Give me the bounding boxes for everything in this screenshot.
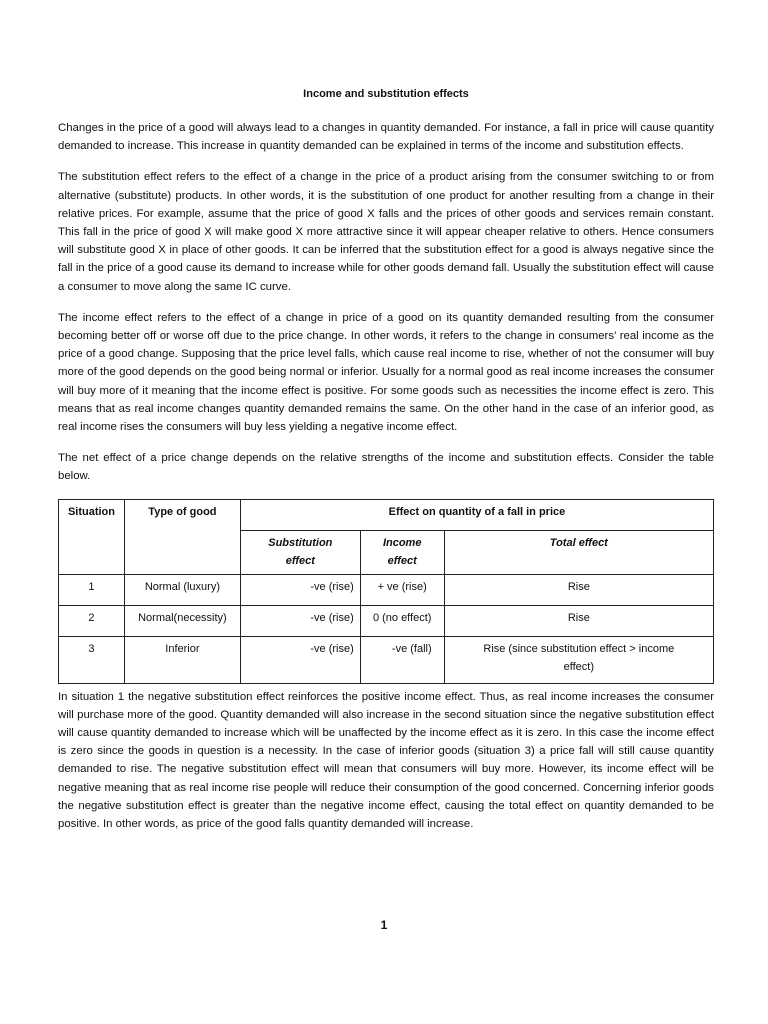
cell-substitution: -ve (rise) xyxy=(240,574,360,605)
cell-total: Rise xyxy=(444,574,713,605)
cell-situation: 3 xyxy=(59,636,125,683)
effects-table xyxy=(58,499,714,684)
cell-income: -ve (fall) xyxy=(360,636,444,683)
header-substitution-effect: Substitution effect xyxy=(240,530,360,574)
cell-total: Rise xyxy=(444,605,713,636)
table-row xyxy=(59,605,714,636)
cell-situation: 1 xyxy=(59,574,125,605)
header-income-effect: Income effect xyxy=(360,530,444,574)
paragraph-net-effect: The net effect of a price change depends on the relative strengths of the income and substitution effects. Consider the table below. xyxy=(58,452,714,483)
cell-substitution: -ve (rise) xyxy=(240,636,360,683)
cell-substitution: -ve (rise) xyxy=(240,605,360,636)
table-row xyxy=(59,574,714,605)
paragraph-income-effect: The income effect refers to the effect of a change in price of a good on its quantity demanded resulting from the consumer becoming better off or worse off due to the price change. In other words, it refers to the change in consumers’ real income as the price of a good change. Supposing that the price level falls, which cause real income to rise, whether of not the consumer will buy more of the good depends on the good being normal or inferior. Usually for a normal good as real income increases the consumer will buy more of it meaning that the income effect is positive. For some goods such as necessities the income effect is zero. This means that as real income changes quantity demanded remains the same. On the other hand in the case of an inferior good, as real income rises the consumers will buy less yielding a negative income effect. xyxy=(58,311,714,434)
paragraph-substitution-effect: The substitution effect refers to the effect of a change in the price of a product arising from the consumer switching to or from alternative (substitute) products. In other words, it is the substitution of one product for another resulting from a change in their relative prices. For example, assume that the price of good X falls and the prices of other goods and services remain constant. This fall in the price of good X will make good X more attractive since it will appear cheaper relative to others. Hence consumers will substitute good X in place of other goods. It can be inferred that the substitution effect for a good is always negative since the fall in the price of a good cause its demand to increase while for other goods demand fall. Usually the substitution effect will cause a consumer to move along the same IC curve. xyxy=(58,171,714,293)
cell-type: Inferior xyxy=(124,636,240,683)
paragraph-intro: Changes in the price of a good will always lead to a changes in quantity demanded. For instance, a fall in price will cause quantity demanded to increase. This increase in quantity demanded can be explained in terms of the income and substitution effects. xyxy=(58,122,714,153)
cell-income: + ve (rise) xyxy=(360,574,444,605)
table-row xyxy=(59,636,714,683)
paragraph-conclusion: In situation 1 the negative substitution effect reinforces the positive income effect. Thus, as real income increases the consumer will purchase more of the good. Quantity demanded will also increase in the second situation since the negative substitution effect will cause quantity demanded to increase which will be unaffected by the income effect as it is zero. In this case the income effect is zero since the goods in question is a necessity. In the case of inferior goods (situation 3) a price fall will still cause quantity demanded to rise. The negative substitution effect will mean that consumers will buy more. However, its income effect will be negative meaning that as real income rise people will reduce their consumption of the good concerned. Concerning inferior goods the negative substitution effect is greater than the negative income effect, causing the total effect on quantity demanded to be positive. In other words, as price of the good falls quantity demanded will increase. xyxy=(58,690,714,831)
cell-situation: 2 xyxy=(59,605,125,636)
header-effect-group: Effect on quantity of a fall in price xyxy=(240,499,713,530)
header-total-effect: Total effect xyxy=(444,530,713,574)
document-title: Income and substitution effects xyxy=(303,88,469,100)
table-header-row xyxy=(59,499,714,530)
cell-income: 0 (no effect) xyxy=(360,605,444,636)
cell-total: Rise (since substitution effect > income effect) xyxy=(444,636,713,683)
page-number: 1 xyxy=(380,918,388,932)
header-type-of-good: Type of good xyxy=(124,499,240,574)
header-situation: Situation xyxy=(59,499,125,574)
cell-type: Normal(necessity) xyxy=(124,605,240,636)
cell-type: Normal (luxury) xyxy=(124,574,240,605)
